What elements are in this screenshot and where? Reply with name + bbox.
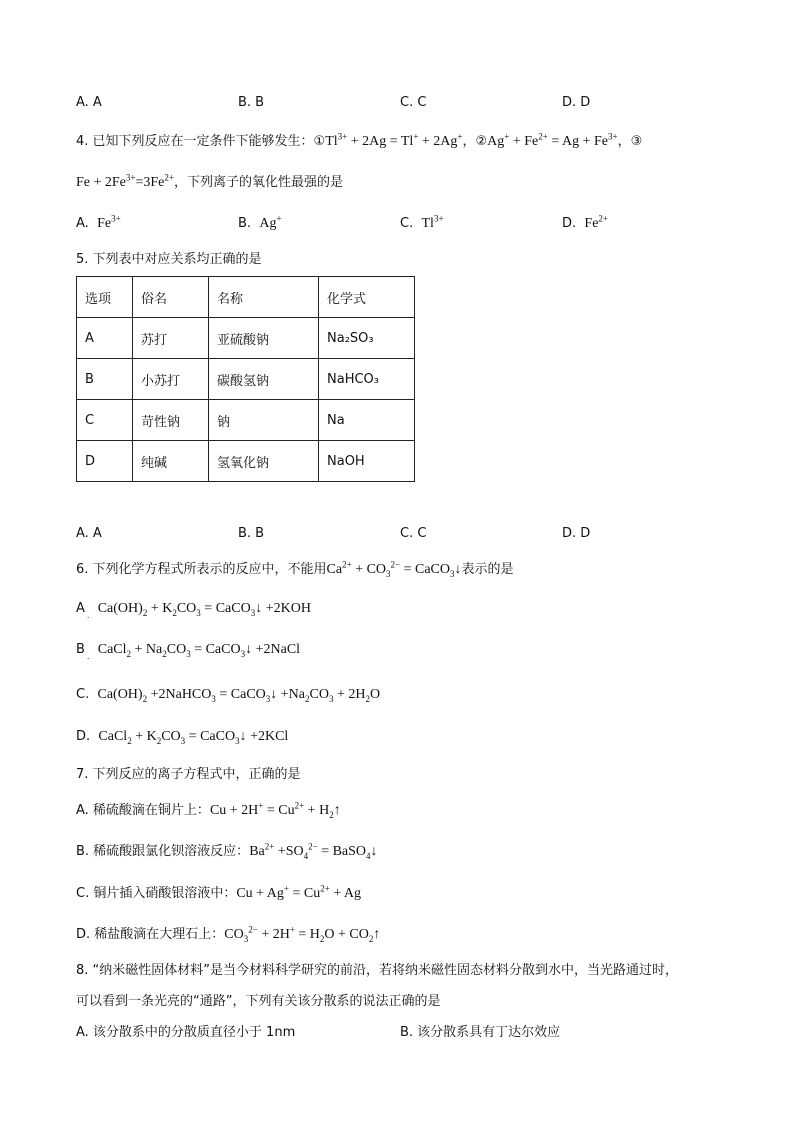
table-row [77, 400, 415, 441]
table-header-cell: 俗名 [133, 277, 209, 318]
q7-option-b: B. 稀硫酸跟氯化钡溶液反应：$Ba^{2+} +SO_4^{2-}$ = BaSO$_4$↓ [76, 841, 378, 861]
q3-option-a: A. A [76, 95, 102, 110]
table-header-cell: 名称 [209, 277, 319, 318]
q4-stem [76, 132, 642, 152]
table-header-cell: 化学式 [319, 277, 415, 318]
q3-option-b: B. B [238, 95, 265, 110]
q8-option-a: A. 该分散系中的分散质直径小于 1nm [76, 1025, 296, 1040]
q5-option-a: A. A [76, 526, 102, 541]
table-cell: Na₂SO₃ [319, 318, 415, 359]
table-cell: 小苏打 [133, 359, 209, 400]
table-cell: NaOH [319, 441, 415, 482]
table-cell: B [77, 359, 133, 400]
q7-option-d: D. 稀盐酸滴在大理石上：$CO_3^{2-} + 2H^+ = H_2O$ + $CO_2↑$ [76, 924, 381, 944]
q6-ionic-equation: $Ca^{2+} + CO_3^{2-}$ = CaCO$_3$↓ [326, 559, 462, 579]
table-cell: 苏打 [133, 318, 209, 359]
q4-reaction-2: $Ag^+ + Fe^{2+} = Ag + Fe^{3+}$ [487, 131, 618, 149]
q4-reaction-3: $Fe + 2Fe^{3+}=3Fe^{2+}$ [76, 172, 174, 190]
q4-option-a: A. $Fe^{3+}$ [76, 213, 121, 231]
q4-reaction-1: $Tl^{3+} + 2Ag = Tl^+ + 2Ag^+$ [325, 131, 463, 149]
q5-option-c: C. C [400, 526, 427, 541]
q7-option-c: C. 铜片插入硝酸银溶液中：$Cu + Ag^+ = Cu^{2+} + Ag$ [76, 883, 362, 901]
q4-option-c: C. $Tl^{3+}$ [400, 213, 444, 231]
table-header-cell: 选项 [77, 277, 133, 318]
q5-option-b: B. B [238, 526, 265, 541]
table-cell: A [77, 318, 133, 359]
q8-stem-line1: 8. “纳米磁性固体材料”是当今材料科学研究的前沿，若将纳米磁性固态材料分散到水中，当光路通过时， [76, 963, 679, 978]
q7-option-a: A. 稀硫酸滴在铜片上：$Cu + 2H^+ = Cu^{2+}$ + $H_2↑$ [76, 800, 341, 820]
q5-option-d: D. D [562, 526, 591, 541]
table-cell: 纯碱 [133, 441, 209, 482]
table-cell: D [77, 441, 133, 482]
q6-option-a: A $_.$ $Ca(OH)_2 + K_2CO_3$ = CaCO$_3$↓ +2KOH [76, 601, 311, 620]
table-cell: C [77, 400, 133, 441]
q6-option-b: B $_.$ CaCl$_2$ + $Na_2CO_3$ = CaCO$_3$↓ +2NaCl [76, 642, 301, 661]
table-cell: 钠 [209, 400, 319, 441]
q4-stem-b: ，② [462, 134, 488, 149]
q8-stem-line2: 可以看到一条光亮的“通路”，下列有关该分散系的说法正确的是 [76, 994, 441, 1009]
table-cell: 碳酸氢钠 [209, 359, 319, 400]
q5-stem: 5. 下列表中对应关系均正确的是 [76, 252, 262, 267]
table-header-row [77, 277, 415, 318]
table-cell: 亚硫酸钠 [209, 318, 319, 359]
q4-stem-line2 [76, 173, 343, 193]
table-cell: 苛性钠 [133, 400, 209, 441]
q6-option-d: D. CaCl$_2$ + $K_2CO_3$ = CaCO$_3$↓ +2KCl [76, 729, 289, 746]
q4-stem-tail: ，下列离子的氧化性最强的是 [173, 175, 343, 190]
table-cell: NaHCO₃ [319, 359, 415, 400]
q5-table [76, 276, 415, 482]
q7-stem: 7. 下列反应的离子方程式中，正确的是 [76, 767, 301, 782]
q4-stem-a: 4. 已知下列反应在一定条件下能够发生：① [76, 134, 326, 149]
q4-option-b: B. Ag+ [238, 213, 282, 231]
q6-option-c: C. $Ca(OH)_2$ +2NaHCO$_3$ = CaCO$_3$↓ $+Na_2CO_3 + 2H_2O$ [76, 687, 381, 704]
table-row [77, 441, 415, 482]
q8-option-b: B. 该分散系具有丁达尔效应 [400, 1025, 561, 1040]
table-row [77, 318, 415, 359]
q4-stem-c: ，③ [617, 134, 643, 149]
q6-stem: 6. 下列化学方程式所表示的反应中，不能用$Ca^{2+} + CO_3^{2-}$ = CaCO$_3$↓表示的是 [76, 559, 514, 579]
q4-option-d: D. $Fe^{2+}$ [562, 213, 608, 231]
q3-option-c: C. C [400, 95, 427, 110]
q3-option-d: D. D [562, 95, 591, 110]
table-row [77, 359, 415, 400]
table-cell: 氢氧化钠 [209, 441, 319, 482]
table-cell: Na [319, 400, 415, 441]
